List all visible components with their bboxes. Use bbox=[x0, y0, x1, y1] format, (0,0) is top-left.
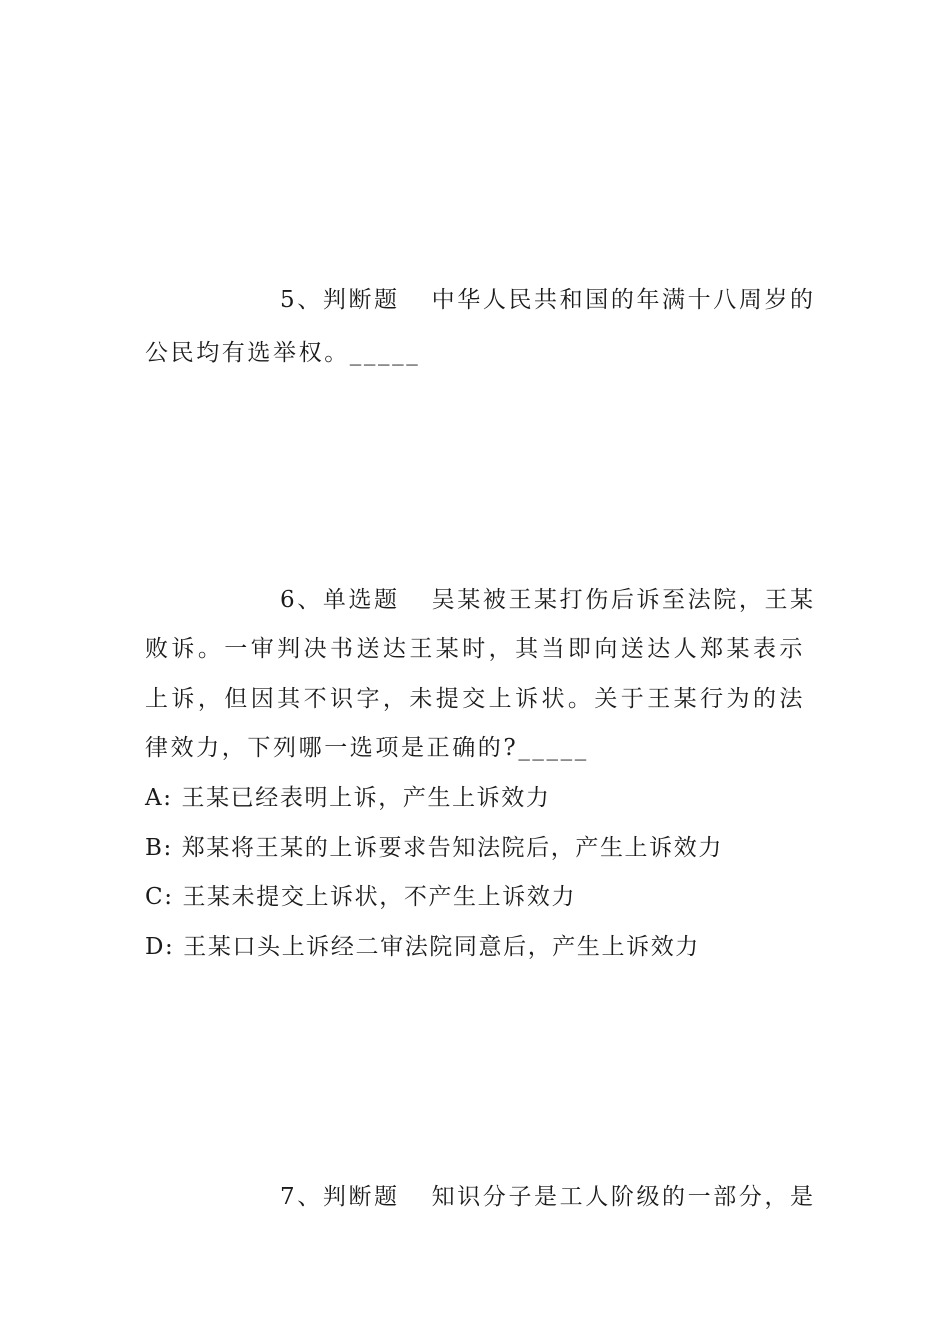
question-5-stem-start: 中华人民共和国的年满十八周岁的 bbox=[431, 287, 816, 313]
question-5-line-2: 公民均有选举权。_____ bbox=[145, 340, 421, 366]
question-6-number: 6、 bbox=[280, 587, 323, 613]
question-6-type: 单选题 bbox=[322, 587, 400, 613]
question-7-type: 判断题 bbox=[322, 1184, 400, 1210]
question-6-line-2: 败诉。一审判决书送达王某时，其当即向送达人郑某表示 bbox=[145, 636, 805, 662]
question-6-line-4: 律效力，下列哪一选项是正确的?_____ bbox=[145, 735, 589, 761]
question-6-first-line bbox=[280, 583, 816, 617]
option-a: A: 王某已经表明上诉，产生上诉效力 bbox=[145, 785, 551, 811]
question-6-line-3: 上诉，但因其不识字，未提交上诉状。关于王某行为的法 bbox=[145, 686, 805, 712]
question-7-number: 7、 bbox=[280, 1184, 323, 1210]
question-5-number: 5、 bbox=[280, 287, 323, 313]
option-d: D: 王某口头上诉经二审法院同意后，产生上诉效力 bbox=[145, 934, 700, 960]
question-5-first-line bbox=[280, 283, 816, 317]
option-c: C: 王某未提交上诉状，不产生上诉效力 bbox=[145, 884, 577, 910]
question-6-stem-start: 吴某被王某打伤后诉至法院，王某 bbox=[431, 587, 816, 613]
question-7-first-line bbox=[280, 1180, 816, 1214]
question-5-type: 判断题 bbox=[322, 287, 400, 313]
option-b: B: 郑某将王某的上诉要求告知法院后，产生上诉效力 bbox=[145, 835, 723, 861]
question-7-stem-start: 知识分子是工人阶级的一部分，是 bbox=[431, 1184, 816, 1210]
